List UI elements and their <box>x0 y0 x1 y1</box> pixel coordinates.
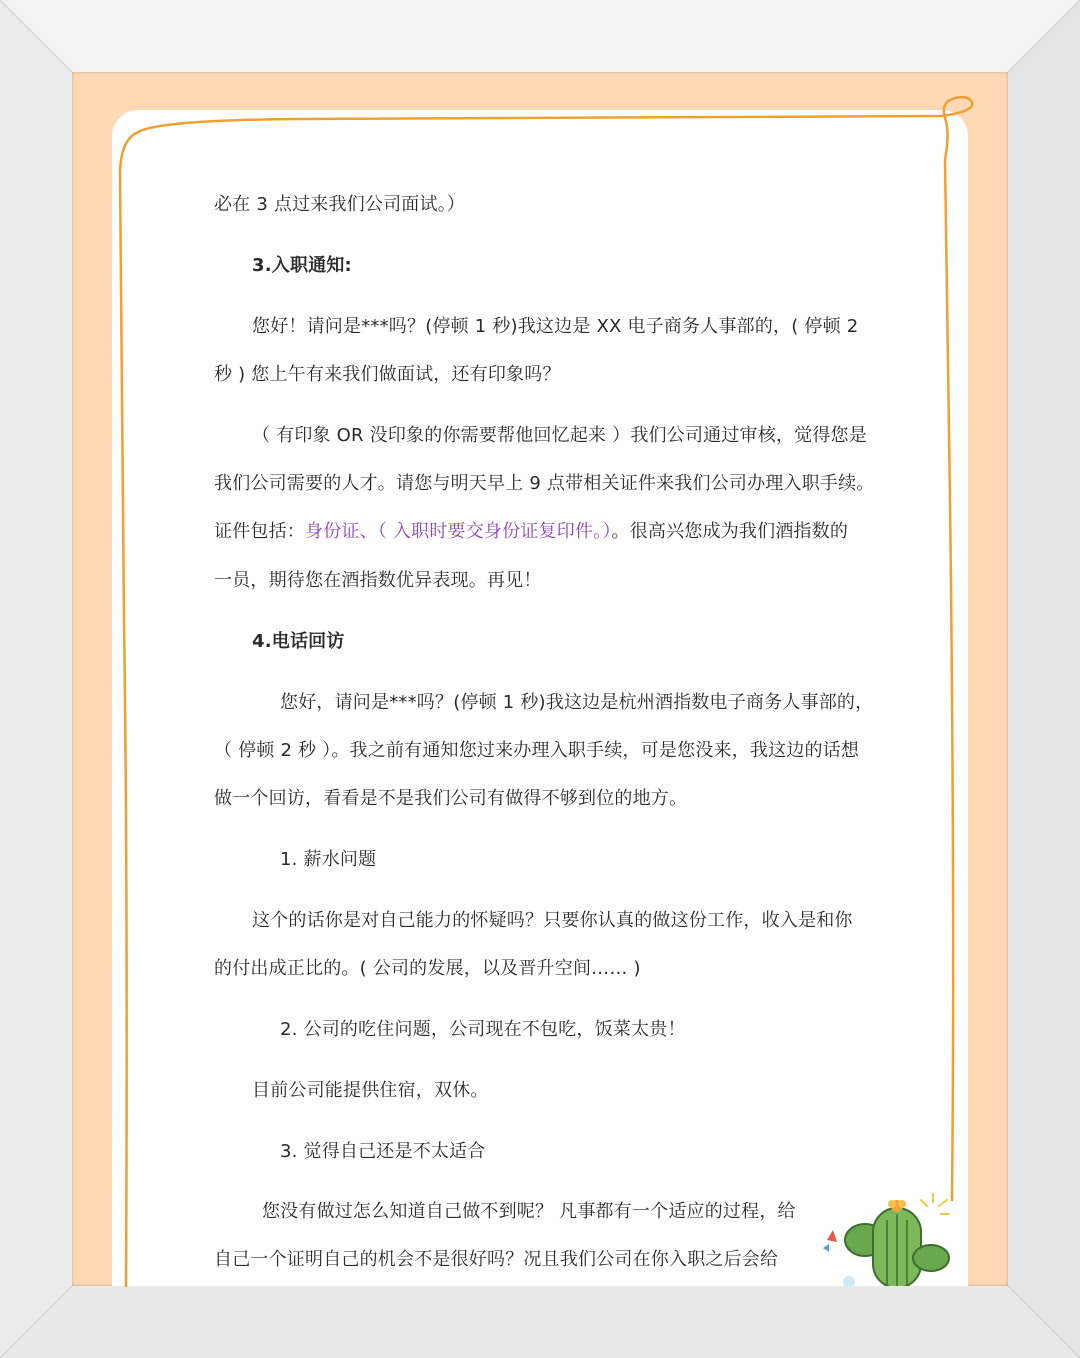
text-line: 秒 ) 您上午有来我们做面试，还有印象吗？ <box>214 364 561 385</box>
list-item-2: 2. 公司的吃住问题，公司现在不包吃，饭菜太贵！ <box>280 1019 686 1040</box>
text-line-documents <box>214 517 848 543</box>
id-card-highlight: 身份证、（ 入职时要交身份证复印件。） <box>305 521 612 542</box>
list-item-1: 1. 薪水问题 <box>280 849 377 870</box>
text-line: 必在 3 点过来我们公司面试。） <box>214 194 466 215</box>
text-line: 您好！请问是***吗？(停顿 1 秒)我这边是 XX 电子商务人事部的，( 停顿 2 <box>252 316 859 337</box>
text-line: 的付出成正比的。( 公司的发展，以及晋升空间…… ) <box>214 958 641 979</box>
text-line: 您没有做过怎么知道自己做不到呢？ 凡事都有一个适应的过程，给 <box>262 1201 796 1222</box>
text-line: 您好，请问是***吗？(停顿 1 秒)我这边是杭州酒指数电子商务人事部的， <box>280 692 874 713</box>
text-line: 这个的话你是对自己能力的怀疑吗？只要你认真的做这份工作，收入是和你 <box>252 910 853 931</box>
text-line: 做一个回访，看看是不是我们公司有做得不够到位的地方。 <box>214 788 688 809</box>
text-line: 自己一个证明自己的机会不是很好吗？况且我们公司在你入职之后会给 <box>214 1249 779 1270</box>
welcome-text: 。很高兴您成为我们酒指数的 <box>611 521 849 542</box>
text-line: 一员，期待您在酒指数优异表现。再见！ <box>214 570 542 591</box>
text-line: 我们公司需要的人才。请您与明天早上 9 点带相关证件来我们公司办理入职手续。 <box>214 473 875 494</box>
section-heading-4: 4.电话回访 <box>252 631 345 652</box>
text-line: （ 有印象 OR 没印象的你需要帮他回忆起来 ）我们公司通过审核，觉得您是 <box>252 425 867 446</box>
cactus-icon <box>815 1190 965 1286</box>
section-heading-3: 3.入职通知: <box>252 255 352 276</box>
list-item-3: 3. 觉得自己还是不太适合 <box>280 1141 486 1162</box>
documents-label: 证件包括： <box>214 521 305 542</box>
text-line: （ 停顿 2 秒 ）。我之前有通知您过来办理入职手续，可是您没来，我这边的话想 <box>214 740 860 761</box>
text-line: 目前公司能提供住宿，双休。 <box>252 1080 489 1101</box>
